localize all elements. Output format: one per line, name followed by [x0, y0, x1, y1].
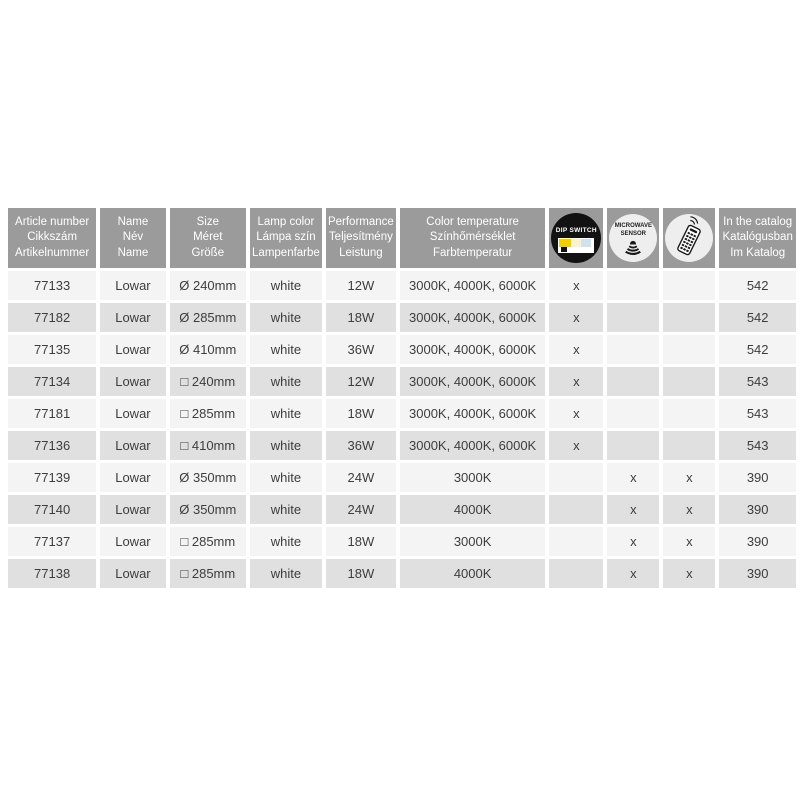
header-name — [100, 208, 165, 268]
microwave-sensor-mark-cell: x — [607, 463, 659, 492]
header-line: Leistung — [339, 246, 383, 259]
size-cell: Ø 350mm — [170, 463, 246, 492]
remote-control-mark-cell — [663, 303, 715, 332]
lamp-color-cell: white — [250, 335, 322, 364]
dip-switch-label: DIP SWITCH — [555, 227, 597, 234]
table-row — [8, 495, 796, 524]
header-catalog — [719, 208, 796, 268]
remote-control-mark-cell — [663, 335, 715, 364]
header-color-temperature — [400, 208, 545, 268]
article-number-cell: 77140 — [8, 495, 96, 524]
dip-switch-mark-cell: x — [549, 399, 603, 428]
name-cell: Lowar — [100, 527, 165, 556]
performance-cell: 24W — [326, 495, 396, 524]
performance-cell: 36W — [326, 335, 396, 364]
header-line: Name — [117, 216, 149, 229]
catalog-page-cell: 390 — [719, 559, 796, 588]
dip-switch-icon — [551, 213, 601, 263]
microwave-sensor-label: MICROWAVE SENSOR — [614, 223, 652, 237]
header-lamp-color — [250, 208, 322, 268]
catalog-page-cell: 390 — [719, 495, 796, 524]
lamp-color-cell: white — [250, 431, 322, 460]
microwave-sensor-mark-cell: x — [607, 495, 659, 524]
header-article-number — [8, 208, 96, 268]
catalog-page-cell: 542 — [719, 335, 796, 364]
size-cell: □ 285mm — [170, 559, 246, 588]
table-row — [8, 303, 796, 332]
size-cell: □ 285mm — [170, 527, 246, 556]
header-line: Lampenfarbe — [252, 246, 320, 259]
color-temperature-cell: 3000K, 4000K, 6000K — [400, 271, 545, 300]
dip-switch-mark-cell: x — [549, 271, 603, 300]
dip-switch-mark-cell: x — [549, 431, 603, 460]
article-number-cell: 77134 — [8, 367, 96, 396]
name-cell: Lowar — [100, 495, 165, 524]
microwave-sensor-mark-cell — [607, 335, 659, 364]
header-line: Név — [122, 231, 144, 244]
header-line: Lámpa szín — [256, 231, 316, 244]
lamp-color-cell: white — [250, 303, 322, 332]
remote-control-mark-cell: x — [663, 559, 715, 588]
color-temperature-cell: 3000K, 4000K, 6000K — [400, 335, 545, 364]
performance-cell: 12W — [326, 367, 396, 396]
article-number-cell: 77138 — [8, 559, 96, 588]
performance-cell: 18W — [326, 399, 396, 428]
header-line: Article number — [15, 216, 90, 229]
color-temperature-cell: 3000K, 4000K, 6000K — [400, 303, 545, 332]
lamp-color-cell: white — [250, 399, 322, 428]
header-line: Méret — [193, 231, 223, 244]
name-cell: Lowar — [100, 335, 165, 364]
performance-cell: 36W — [326, 431, 396, 460]
lamp-color-cell: white — [250, 495, 322, 524]
lamp-color-cell: white — [250, 463, 322, 492]
dip-switch-mark-cell: x — [549, 303, 603, 332]
microwave-sensor-mark-cell — [607, 303, 659, 332]
size-cell: Ø 240mm — [170, 271, 246, 300]
catalog-page-cell: 543 — [719, 431, 796, 460]
table-row — [8, 335, 796, 364]
color-temperature-cell: 3000K, 4000K, 6000K — [400, 367, 545, 396]
header-line: Farbtemperatur — [432, 246, 513, 259]
header-line: Lamp color — [257, 216, 315, 229]
size-cell: Ø 285mm — [170, 303, 246, 332]
catalog-page-cell: 543 — [719, 367, 796, 396]
header-line: Größe — [191, 246, 225, 259]
table-row — [8, 527, 796, 556]
product-spec-table — [4, 205, 800, 591]
remote-control-mark-cell: x — [663, 495, 715, 524]
dip-switch-mark-cell: x — [549, 335, 603, 364]
microwave-sensor-icon — [609, 214, 657, 262]
color-temperature-cell: 3000K — [400, 527, 545, 556]
dip-switch-mark-cell: x — [549, 367, 603, 396]
microwave-sensor-mark-cell: x — [607, 559, 659, 588]
dip-switch-mark-cell — [549, 463, 603, 492]
microwave-sensor-mark-cell — [607, 367, 659, 396]
header-dip-switch — [549, 208, 603, 268]
lamp-color-cell: white — [250, 559, 322, 588]
microwave-sensor-mark-cell — [607, 271, 659, 300]
article-number-cell: 77139 — [8, 463, 96, 492]
microwave-sensor-mark-cell — [607, 431, 659, 460]
remote-control-glyph — [665, 214, 713, 262]
color-temperature-cell: 4000K — [400, 495, 545, 524]
performance-cell: 12W — [326, 271, 396, 300]
article-number-cell: 77135 — [8, 335, 96, 364]
table-body — [8, 271, 796, 588]
header-line: Artikelnummer — [15, 246, 90, 259]
table-row — [8, 463, 796, 492]
performance-cell: 18W — [326, 527, 396, 556]
color-temperature-cell: 3000K, 4000K, 6000K — [400, 431, 545, 460]
header-microwave-sensor — [607, 208, 659, 268]
name-cell: Lowar — [100, 463, 165, 492]
header-size — [170, 208, 246, 268]
header-line: Color temperature — [426, 216, 519, 229]
remote-control-mark-cell — [663, 431, 715, 460]
header-line: Katalógusban — [722, 231, 793, 244]
color-temperature-cell: 3000K, 4000K, 6000K — [400, 399, 545, 428]
header-line: Teljesítmény — [328, 231, 393, 244]
dip-switch-mark-cell — [549, 527, 603, 556]
table-row — [8, 271, 796, 300]
microwave-sensor-mark-cell: x — [607, 527, 659, 556]
name-cell: Lowar — [100, 271, 165, 300]
article-number-cell: 77133 — [8, 271, 96, 300]
article-number-cell: 77181 — [8, 399, 96, 428]
remote-control-mark-cell: x — [663, 527, 715, 556]
catalog-page-cell: 542 — [719, 303, 796, 332]
name-cell: Lowar — [100, 431, 165, 460]
catalog-page-cell: 543 — [719, 399, 796, 428]
remote-control-mark-cell — [663, 399, 715, 428]
header-remote-control — [663, 208, 715, 268]
article-number-cell: 77137 — [8, 527, 96, 556]
size-cell: □ 410mm — [170, 431, 246, 460]
remote-control-mark-cell: x — [663, 463, 715, 492]
table-row — [8, 559, 796, 588]
table-row — [8, 399, 796, 428]
dip-switch-graphic — [558, 238, 594, 253]
header-line: In the catalog — [723, 216, 793, 229]
name-cell: Lowar — [100, 559, 165, 588]
size-cell: Ø 350mm — [170, 495, 246, 524]
color-temperature-cell: 4000K — [400, 559, 545, 588]
header-line: Name — [117, 246, 149, 259]
size-cell: Ø 410mm — [170, 335, 246, 364]
header-line: Cikkszám — [27, 231, 78, 244]
name-cell: Lowar — [100, 303, 165, 332]
dip-switch-mark-cell — [549, 495, 603, 524]
catalog-page-cell: 542 — [719, 271, 796, 300]
performance-cell: 18W — [326, 559, 396, 588]
article-number-cell: 77136 — [8, 431, 96, 460]
remote-control-icon — [665, 214, 713, 262]
performance-cell: 18W — [326, 303, 396, 332]
catalog-page-cell: 390 — [719, 527, 796, 556]
table-row — [8, 367, 796, 396]
lamp-color-cell: white — [250, 367, 322, 396]
performance-cell: 24W — [326, 463, 396, 492]
name-cell: Lowar — [100, 399, 165, 428]
size-cell: □ 240mm — [170, 367, 246, 396]
lamp-color-cell: white — [250, 271, 322, 300]
header-line: Performance — [327, 216, 394, 229]
dip-switch-mark-cell — [549, 559, 603, 588]
table-row — [8, 431, 796, 460]
name-cell: Lowar — [100, 367, 165, 396]
header-performance — [326, 208, 396, 268]
remote-control-mark-cell — [663, 271, 715, 300]
size-cell: □ 285mm — [170, 399, 246, 428]
header-line: Színhőmérséklet — [429, 231, 516, 244]
header-row — [8, 208, 796, 268]
remote-control-mark-cell — [663, 367, 715, 396]
catalog-page-cell: 390 — [719, 463, 796, 492]
header-line: Im Katalog — [730, 246, 786, 259]
color-temperature-cell: 3000K — [400, 463, 545, 492]
microwave-sensor-mark-cell — [607, 399, 659, 428]
lamp-color-cell: white — [250, 527, 322, 556]
sensor-waves-glyph — [622, 239, 644, 256]
header-line: Size — [196, 216, 219, 229]
article-number-cell: 77182 — [8, 303, 96, 332]
catalog-spec-section — [4, 205, 800, 591]
